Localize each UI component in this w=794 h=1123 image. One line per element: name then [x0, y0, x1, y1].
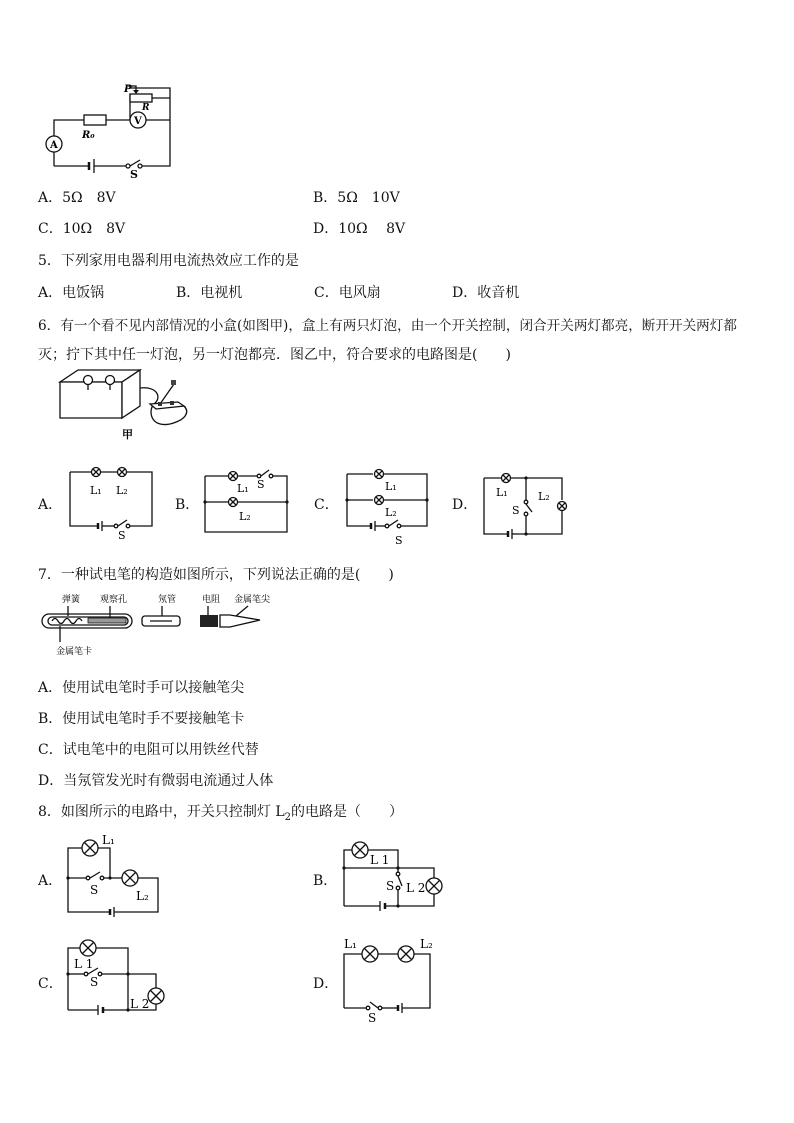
q5-option-b[interactable]: B．电视机: [176, 285, 243, 301]
switch-icon: [150, 380, 184, 409]
q7-test-pen-figure: [38, 590, 278, 660]
svg-text:S: S: [257, 478, 265, 491]
q5-option-c[interactable]: C．电风扇: [314, 285, 381, 301]
svg-text:R: R: [142, 103, 150, 113]
svg-text:R₀: R₀: [82, 130, 95, 141]
q4-option-a[interactable]: A．5Ω 8V: [38, 190, 116, 206]
q5-stem: 5．下列家用电器利用电流热效应工作的是: [38, 253, 299, 269]
q6-option-d[interactable]: D．: [452, 497, 478, 513]
q4-option-d[interactable]: D．10Ω 8V: [313, 221, 406, 237]
q6-circuit-b: [203, 468, 293, 538]
q8-option-d[interactable]: D．: [313, 976, 339, 992]
svg-text:L 2: L 2: [406, 881, 426, 895]
svg-text:V: V: [134, 116, 142, 127]
svg-text:电阻: 电阻: [202, 595, 221, 605]
svg-text:L 2: L 2: [130, 997, 150, 1011]
q5-option-d[interactable]: D．收音机: [452, 285, 520, 301]
svg-text:S: S: [512, 504, 520, 517]
q8-stem: 8．如图所示的电路中，开关只控制灯 $L_2$的电路是（ ）: [38, 804, 404, 823]
q6-circuit-d: [482, 470, 572, 540]
svg-text:S: S: [90, 883, 99, 897]
q7-option-a[interactable]: A．使用试电笔时手可以接触笔尖: [38, 680, 245, 696]
q6-stem-line1: 6．有一个看不见内部情况的小盒(如图甲)，盒上有两只灯泡，由一个开关控制，闭合开关两灯都亮，断开开关两灯都: [38, 318, 737, 334]
q6-option-c[interactable]: C．: [314, 497, 339, 513]
q7-option-c[interactable]: C．试电笔中的电阻可以用铁丝代替: [38, 742, 259, 758]
q4-option-b[interactable]: B．5Ω 10V: [313, 190, 400, 206]
svg-text:L₁: L₁: [496, 486, 508, 499]
q8-circuit-c: [64, 934, 174, 1018]
q4-circuit-diagram: [40, 80, 180, 181]
svg-text:L₂: L₂: [420, 937, 433, 951]
svg-text:L₁: L₁: [385, 480, 397, 493]
q4-switch-label: S: [130, 168, 138, 181]
q7-option-b[interactable]: B．使用试电笔时手不要接触笔卡: [38, 711, 245, 727]
svg-text:S: S: [386, 879, 395, 893]
q6-option-b[interactable]: B．: [175, 497, 200, 513]
q6-circuit-a: [68, 464, 158, 540]
svg-text:金属笔尖: 金属笔尖: [234, 595, 271, 605]
svg-text:金属笔卡: 金属笔卡: [56, 647, 93, 657]
q8-option-a[interactable]: A．: [38, 873, 63, 889]
svg-text:L₂: L₂: [538, 490, 550, 503]
svg-text:L₂: L₂: [136, 889, 149, 903]
svg-text:弹簧: 弹簧: [62, 595, 81, 605]
svg-text:L₁: L₁: [344, 937, 357, 951]
svg-text:L₁: L₁: [237, 482, 249, 495]
svg-text:L 1: L 1: [74, 957, 94, 971]
svg-text:A: A: [50, 140, 58, 151]
rheostat-icon: [130, 94, 152, 102]
q6-option-a[interactable]: A．: [38, 497, 63, 513]
q4-option-c[interactable]: C．10Ω 8V: [38, 221, 126, 237]
svg-text:S: S: [395, 534, 403, 547]
q8-circuit-a: [64, 832, 174, 917]
svg-text:观察孔: 观察孔: [100, 595, 128, 605]
svg-text:S: S: [368, 1011, 377, 1025]
svg-text:氖管: 氖管: [158, 595, 177, 605]
q7-stem: 7．一种试电笔的构造如图所示，下列说法正确的是( ): [38, 567, 394, 583]
q7-option-d[interactable]: D．当氖管发光时有微弱电流通过人体: [38, 773, 274, 789]
q6-figure-label: 甲: [122, 428, 133, 441]
q8-option-b[interactable]: B．: [313, 873, 338, 889]
svg-text:L₁: L₁: [90, 484, 102, 497]
svg-text:S: S: [90, 975, 99, 989]
q6-box-figure: [58, 368, 198, 443]
resistor-r0-icon: [84, 115, 106, 125]
svg-text:S: S: [118, 529, 126, 542]
q6-circuit-c: [345, 466, 435, 548]
q6-stem-line2: 灭；拧下其中任一灯泡，另一灯泡都亮．图乙中，符合要求的电路图是( ): [38, 347, 511, 363]
svg-text:L₁: L₁: [102, 833, 115, 847]
svg-text:L 1: L 1: [370, 853, 390, 867]
q5-option-a[interactable]: A．电饭锅: [38, 285, 105, 301]
q8-circuit-b: [342, 834, 452, 916]
svg-text:L₂: L₂: [116, 484, 128, 497]
q8-circuit-d: [340, 937, 440, 1025]
q8-option-c[interactable]: C．: [38, 976, 63, 992]
svg-text:P: P: [124, 84, 132, 95]
svg-text:L₂: L₂: [385, 506, 397, 519]
svg-text:L₂: L₂: [239, 510, 251, 523]
